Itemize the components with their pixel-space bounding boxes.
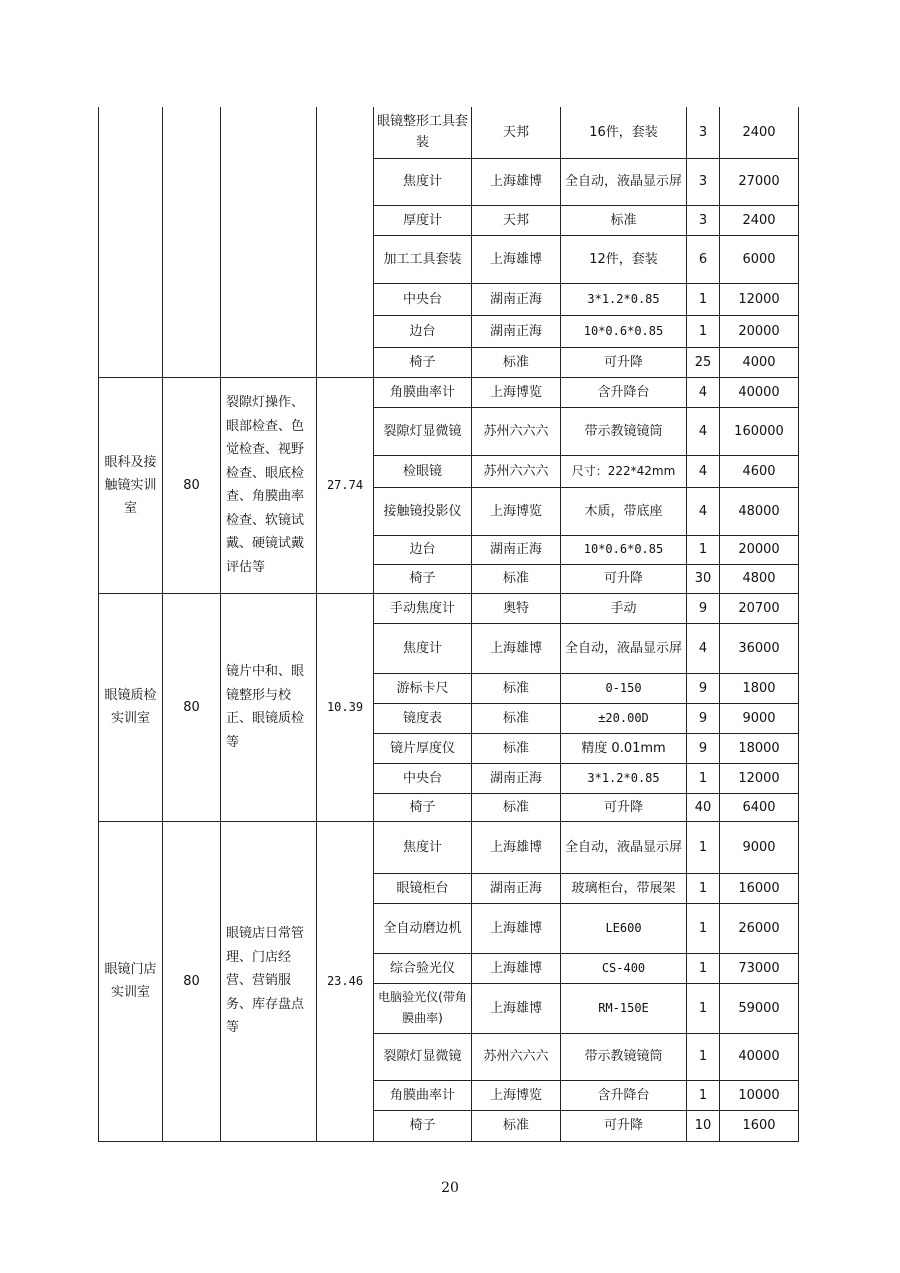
equipment-brand: 奥特 — [472, 593, 561, 623]
table-row — [99, 593, 799, 623]
equipment-qty: 1 — [687, 821, 720, 873]
equipment-qty: 9 — [687, 703, 720, 733]
equipment-price: 20000 — [720, 315, 799, 347]
equipment-name: 厚度计 — [374, 205, 472, 235]
room-area — [317, 107, 374, 377]
equipment-price: 40000 — [720, 377, 799, 407]
equipment-price: 73000 — [720, 953, 799, 983]
equipment-spec: 可升降 — [561, 347, 687, 377]
equipment-brand: 湖南正海 — [472, 535, 561, 564]
equipment-price: 20700 — [720, 593, 799, 623]
equipment-qty: 1 — [687, 873, 720, 903]
equipment-spec: 3*1.2*0.85 — [561, 763, 687, 793]
student-count: 80 — [163, 377, 221, 593]
equipment-name: 角膜曲率计 — [374, 377, 472, 407]
equipment-name: 眼镜柜台 — [374, 873, 472, 903]
equipment-qty: 4 — [687, 623, 720, 673]
equipment-spec: 16件，套装 — [561, 107, 687, 158]
student-count — [163, 107, 221, 377]
equipment-qty: 1 — [687, 763, 720, 793]
equipment-price: 2400 — [720, 107, 799, 158]
equipment-price: 18000 — [720, 733, 799, 763]
equipment-name: 椅子 — [374, 1110, 472, 1141]
equipment-price: 40000 — [720, 1033, 799, 1080]
room-area: 23.46 — [317, 821, 374, 1141]
equipment-name: 焦度计 — [374, 821, 472, 873]
equipment-qty: 4 — [687, 407, 720, 455]
equipment-qty: 6 — [687, 235, 720, 283]
equipment-price: 16000 — [720, 873, 799, 903]
equipment-name: 眼镜整形工具套装 — [374, 107, 472, 158]
equipment-spec: 木质，带底座 — [561, 487, 687, 535]
equipment-name: 中央台 — [374, 763, 472, 793]
equipment-spec: 全自动，液晶显示屏 — [561, 821, 687, 873]
room-name — [99, 107, 163, 377]
equipment-name: 全自动磨边机 — [374, 903, 472, 953]
equipment-qty: 40 — [687, 793, 720, 821]
equipment-price: 9000 — [720, 821, 799, 873]
equipment-spec: CS-400 — [561, 953, 687, 983]
equipment-name: 焦度计 — [374, 623, 472, 673]
equipment-name: 加工工具套装 — [374, 235, 472, 283]
equipment-qty: 1 — [687, 983, 720, 1033]
equipment-qty: 3 — [687, 205, 720, 235]
equipment-price: 4000 — [720, 347, 799, 377]
equipment-price: 36000 — [720, 623, 799, 673]
equipment-price: 9000 — [720, 703, 799, 733]
room-area: 27.74 — [317, 377, 374, 593]
equipment-brand: 上海雄博 — [472, 158, 561, 205]
equipment-price: 48000 — [720, 487, 799, 535]
equipment-brand: 苏州六六六 — [472, 455, 561, 487]
equipment-spec: 10*0.6*0.85 — [561, 535, 687, 564]
equipment-name: 焦度计 — [374, 158, 472, 205]
equipment-price: 27000 — [720, 158, 799, 205]
equipment-qty: 4 — [687, 487, 720, 535]
equipment-brand: 上海雄博 — [472, 903, 561, 953]
equipment-brand: 上海博览 — [472, 377, 561, 407]
equipment-price: 12000 — [720, 763, 799, 793]
training-content: 裂隙灯操作、眼部检查、色觉检查、视野检查、眼底检查、角膜曲率检查、软镜试戴、硬镜试戴评估等 — [221, 377, 317, 593]
equipment-qty: 9 — [687, 673, 720, 703]
equipment-brand: 标准 — [472, 347, 561, 377]
equipment-qty: 30 — [687, 564, 720, 593]
room-area: 10.39 — [317, 593, 374, 821]
equipment-price: 4800 — [720, 564, 799, 593]
equipment-spec: 带示教镜镜筒 — [561, 407, 687, 455]
equipment-spec: 标准 — [561, 205, 687, 235]
table-row — [99, 107, 799, 158]
equipment-name: 检眼镜 — [374, 455, 472, 487]
equipment-price: 160000 — [720, 407, 799, 455]
equipment-price: 4600 — [720, 455, 799, 487]
equipment-price: 1600 — [720, 1110, 799, 1141]
equipment-brand: 标准 — [472, 793, 561, 821]
equipment-qty: 3 — [687, 158, 720, 205]
training-content: 镜片中和、眼镜整形与校正、眼镜质检等 — [221, 593, 317, 821]
equipment-qty: 3 — [687, 107, 720, 158]
equipment-qty: 1 — [687, 903, 720, 953]
equipment-name: 接触镜投影仪 — [374, 487, 472, 535]
equipment-name: 游标卡尺 — [374, 673, 472, 703]
equipment-spec: 可升降 — [561, 564, 687, 593]
equipment-spec: 可升降 — [561, 793, 687, 821]
equipment-price: 59000 — [720, 983, 799, 1033]
equipment-spec: 含升降台 — [561, 377, 687, 407]
equipment-qty: 9 — [687, 593, 720, 623]
equipment-qty: 10 — [687, 1110, 720, 1141]
equipment-brand: 湖南正海 — [472, 873, 561, 903]
training-content: 眼镜店日常管理、门店经营、营销服务、库存盘点等 — [221, 821, 317, 1141]
equipment-brand: 标准 — [472, 703, 561, 733]
equipment-table — [98, 107, 799, 1142]
equipment-qty: 1 — [687, 953, 720, 983]
equipment-spec: 尺寸：222*42mm — [561, 455, 687, 487]
equipment-qty: 4 — [687, 377, 720, 407]
equipment-spec: 带示教镜镜筒 — [561, 1033, 687, 1080]
equipment-brand: 苏州六六六 — [472, 1033, 561, 1080]
equipment-spec: 玻璃柜台，带展架 — [561, 873, 687, 903]
equipment-name: 镜片厚度仪 — [374, 733, 472, 763]
equipment-brand: 天邦 — [472, 107, 561, 158]
equipment-spec: 12件，套装 — [561, 235, 687, 283]
training-content — [221, 107, 317, 377]
equipment-name: 椅子 — [374, 347, 472, 377]
equipment-spec: RM-150E — [561, 983, 687, 1033]
equipment-qty: 1 — [687, 1033, 720, 1080]
equipment-price: 2400 — [720, 205, 799, 235]
equipment-price: 6000 — [720, 235, 799, 283]
room-name: 眼科及接触镜实训室 — [99, 377, 163, 593]
equipment-name: 手动焦度计 — [374, 593, 472, 623]
equipment-name: 裂隙灯显微镜 — [374, 407, 472, 455]
equipment-brand: 标准 — [472, 1110, 561, 1141]
equipment-spec: ±20.00D — [561, 703, 687, 733]
equipment-brand: 标准 — [472, 564, 561, 593]
table-row — [99, 821, 799, 873]
equipment-spec: 全自动，液晶显示屏 — [561, 158, 687, 205]
equipment-name: 中央台 — [374, 283, 472, 315]
equipment-spec: 10*0.6*0.85 — [561, 315, 687, 347]
equipment-qty: 1 — [687, 1080, 720, 1110]
equipment-price: 26000 — [720, 903, 799, 953]
equipment-brand: 天邦 — [472, 205, 561, 235]
equipment-spec: 0-150 — [561, 673, 687, 703]
table-row — [99, 377, 799, 407]
equipment-brand: 标准 — [472, 733, 561, 763]
equipment-brand: 上海雄博 — [472, 953, 561, 983]
equipment-name: 镜度表 — [374, 703, 472, 733]
equipment-spec: 手动 — [561, 593, 687, 623]
room-name: 眼镜质检实训室 — [99, 593, 163, 821]
equipment-brand: 上海雄博 — [472, 235, 561, 283]
equipment-price: 12000 — [720, 283, 799, 315]
equipment-brand: 标准 — [472, 673, 561, 703]
equipment-price: 20000 — [720, 535, 799, 564]
equipment-qty: 1 — [687, 283, 720, 315]
equipment-brand: 上海博览 — [472, 1080, 561, 1110]
equipment-price: 6400 — [720, 793, 799, 821]
equipment-spec: 全自动，液晶显示屏 — [561, 623, 687, 673]
equipment-brand: 上海雄博 — [472, 623, 561, 673]
equipment-spec: 3*1.2*0.85 — [561, 283, 687, 315]
equipment-name: 边台 — [374, 535, 472, 564]
equipment-name: 综合验光仪 — [374, 953, 472, 983]
student-count: 80 — [163, 821, 221, 1141]
equipment-brand: 上海博览 — [472, 487, 561, 535]
equipment-brand: 湖南正海 — [472, 315, 561, 347]
equipment-name: 椅子 — [374, 793, 472, 821]
equipment-spec: 精度 0.01mm — [561, 733, 687, 763]
room-name: 眼镜门店实训室 — [99, 821, 163, 1141]
page-number: 20 — [441, 1180, 459, 1196]
equipment-name: 角膜曲率计 — [374, 1080, 472, 1110]
equipment-name: 电脑验光仪(带角膜曲率) — [374, 983, 472, 1033]
equipment-qty: 25 — [687, 347, 720, 377]
equipment-spec: LE600 — [561, 903, 687, 953]
equipment-brand: 上海雄博 — [472, 983, 561, 1033]
equipment-brand: 湖南正海 — [472, 283, 561, 315]
equipment-name: 裂隙灯显微镜 — [374, 1033, 472, 1080]
student-count: 80 — [163, 593, 221, 821]
equipment-brand: 苏州六六六 — [472, 407, 561, 455]
equipment-qty: 4 — [687, 455, 720, 487]
equipment-qty: 9 — [687, 733, 720, 763]
equipment-spec: 可升降 — [561, 1110, 687, 1141]
equipment-price: 1800 — [720, 673, 799, 703]
equipment-spec: 含升降台 — [561, 1080, 687, 1110]
equipment-price: 10000 — [720, 1080, 799, 1110]
equipment-brand: 湖南正海 — [472, 763, 561, 793]
equipment-name: 椅子 — [374, 564, 472, 593]
equipment-qty: 1 — [687, 315, 720, 347]
equipment-qty: 1 — [687, 535, 720, 564]
equipment-name: 边台 — [374, 315, 472, 347]
equipment-brand: 上海雄博 — [472, 821, 561, 873]
